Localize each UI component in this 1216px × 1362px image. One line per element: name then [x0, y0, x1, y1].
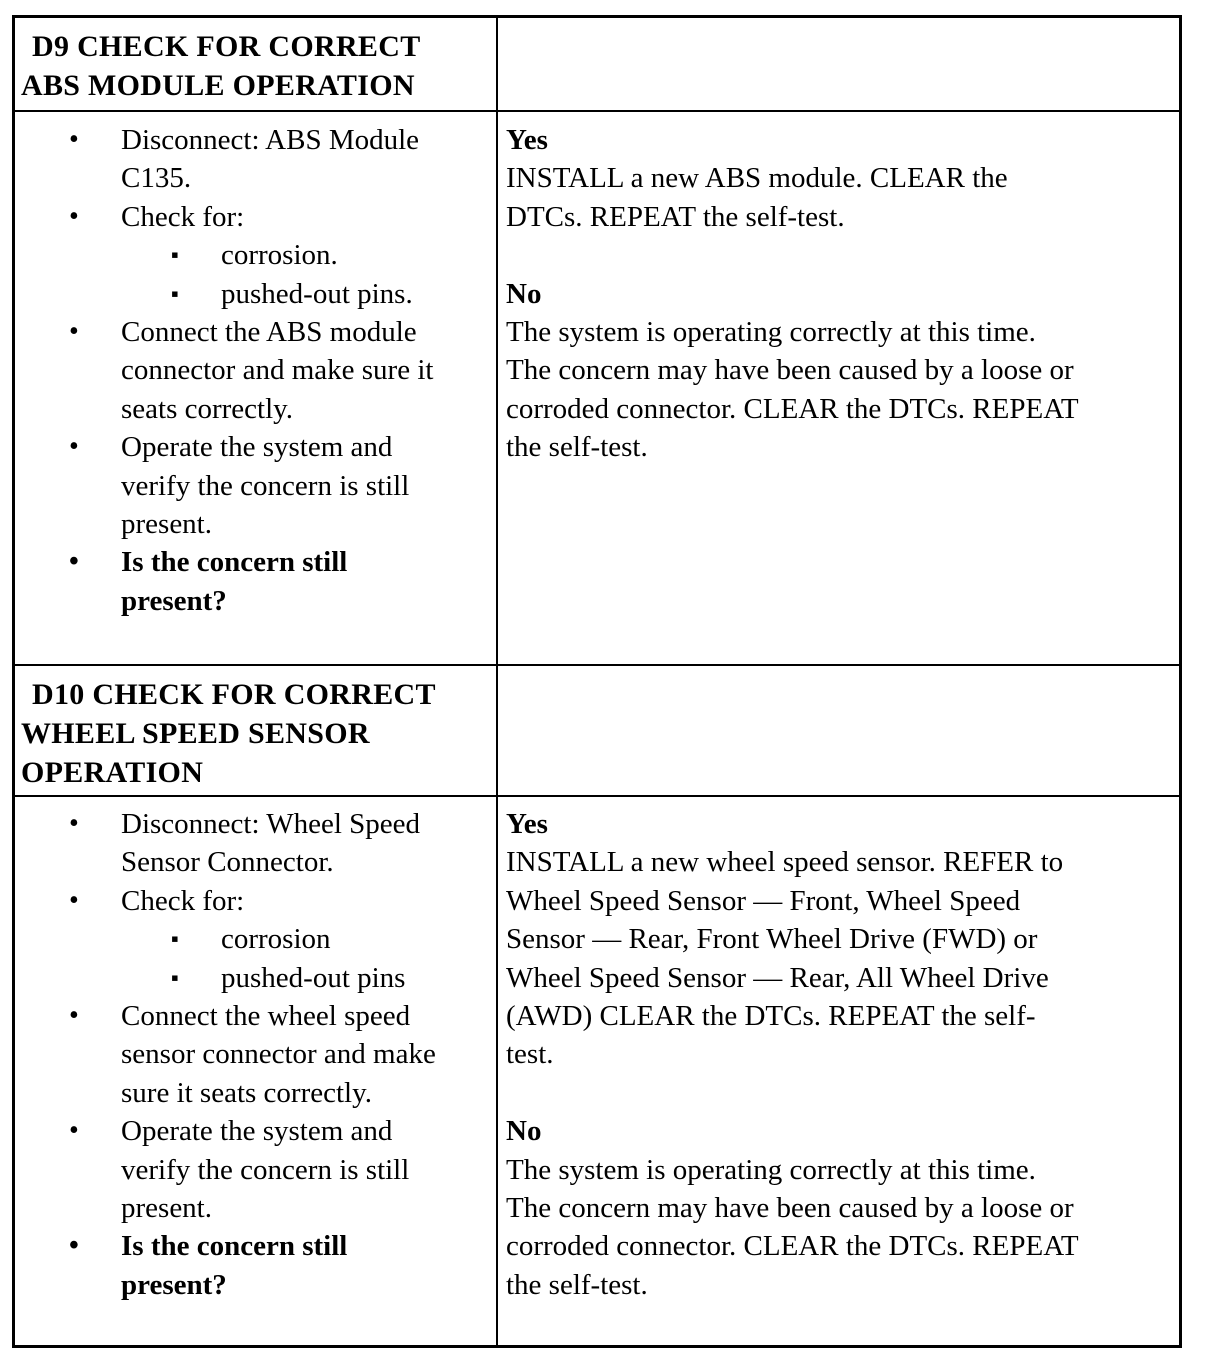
step-d10-actions: [15, 797, 496, 1345]
step-d9-results: Yes INSTALL a new ABS module. CLEAR the DTCs. REPEAT the self-test. No The system is operating correctly at this time. The concern may have been caused by a loose or corroded connector. CLEAR the DTCs. REPEAT the self-test.: [498, 112, 1179, 664]
sub-list-item: ▪ pushed-out pins: [121, 959, 496, 997]
list-item: • Operate the system and verify the concern is still present.: [15, 1112, 496, 1227]
step-d9-body-row: [15, 110, 1179, 664]
diagnostic-table: [12, 15, 1182, 1348]
step-d9-header-row: [15, 18, 1179, 110]
list-item: • Connect the ABS module connector and make sure it seats correctly.: [15, 313, 496, 428]
list-item: • Disconnect: Wheel Speed Sensor Connector.: [15, 805, 496, 882]
step-d10-body-row: [15, 795, 1179, 1345]
step-d9-actions: [15, 112, 496, 664]
list-item: • Connect the wheel speed sensor connector and make sure it seats correctly.: [15, 997, 496, 1112]
list-item: • Disconnect: ABS Module C135.: [15, 121, 496, 198]
step-d9-header-blank: [498, 18, 1179, 110]
step-d10-results: Yes INSTALL a new wheel speed sensor. REFER to Wheel Speed Sensor — Front, Wheel Speed Sensor — Rear, Front Wheel Drive (FWD) or Wheel Speed Sensor — Rear, All Wheel Drive (AWD) CLEAR the DTCs. REPEAT the self- test. No The system is operating correctly at this time. The concern may have been caused by a loose or corroded connector. CLEAR the DTCs. REPEAT the self-test.: [498, 797, 1179, 1345]
sub-list-item: ▪ pushed-out pins.: [121, 275, 496, 313]
sub-list-item: ▪ corrosion: [121, 920, 496, 958]
list-item: • Operate the system and verify the concern is still present.: [15, 428, 496, 543]
step-d10-header-row: [15, 664, 1179, 795]
no-label: No: [506, 277, 542, 310]
step-d9-title: D9 CHECK FOR CORRECT ABS MODULE OPERATION: [21, 30, 421, 102]
yes-label: Yes: [506, 808, 548, 840]
list-item-question: • Is the concern still present?: [15, 1227, 496, 1304]
yes-label: Yes: [506, 124, 548, 156]
list-item-question: • Is the concern still present?: [15, 543, 496, 620]
step-d10-header-blank: [498, 666, 1179, 795]
no-label: No: [506, 1115, 542, 1148]
step-d10-title: D10 CHECK FOR CORRECT WHEEL SPEED SENSOR OPERATION: [21, 678, 436, 789]
list-item: • Check for: ▪ corrosion. ▪ pushed-out pins.: [15, 198, 496, 313]
sub-list-item: ▪ corrosion.: [121, 236, 496, 274]
list-item: • Check for: ▪ corrosion ▪ pushed-out pins: [15, 882, 496, 997]
